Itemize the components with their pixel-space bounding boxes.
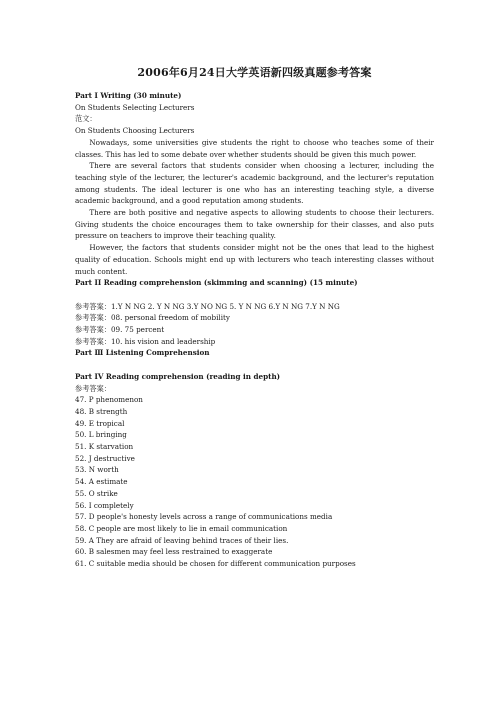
part2-answer: 参考答案：10. his vision and leadership bbox=[75, 336, 216, 346]
part2-answer: 参考答案：09. 75 percent bbox=[75, 325, 165, 335]
list-item: 59. A They are afraid of leaving behind traces of their lies. bbox=[75, 535, 289, 545]
essay-paragraph: There are both positive and negative aspects to allowing students to choose their lecturers. Giving students the choice encourages them to take ownership for their classes, and also puts pressure on teachers to improve their teaching quality. bbox=[75, 208, 434, 241]
list-item: 48. B strength bbox=[75, 406, 128, 416]
list-item: 53. N worth bbox=[75, 465, 119, 475]
essay-paragraph: Nowadays, some universities give students the right to choose who teaches some of their classes. This has led to some debate over whether students should be given this much power. bbox=[75, 137, 434, 159]
essay-paragraph: There are several factors that students consider when choosing a lecturer, including the teaching style of the lecturer, the lecturer's academic background, and the lecturer's reputation among students. The ideal lecturer is one who has an interesting teaching style, a diverse academic background, and a good reputation among students. bbox=[75, 161, 434, 206]
list-item: 51. K starvation bbox=[75, 442, 134, 452]
part2-heading: Part II Reading comprehension (skimming and scanning) (15 minute) bbox=[75, 278, 358, 288]
part4-answer-list bbox=[75, 394, 434, 570]
part3-heading: Part Ⅲ Listening Comprehension bbox=[75, 348, 210, 358]
list-item: 61. C suitable media should be chosen for different communication purposes bbox=[75, 559, 356, 569]
list-item: 50. L bringing bbox=[75, 430, 127, 440]
list-item: 56. I completely bbox=[75, 500, 134, 510]
list-item: 60. B salesmen may feel less restrained to exaggerate bbox=[75, 547, 273, 557]
section-spacer bbox=[75, 359, 434, 371]
part2-answer: 参考答案：08. personal freedom of mobility bbox=[75, 313, 230, 323]
sample-label: 范文： bbox=[75, 114, 97, 124]
list-item: 55. O strike bbox=[75, 488, 118, 498]
list-item: 52. J destructive bbox=[75, 453, 135, 463]
essay-paragraph: However, the factors that students consider might not be the ones that lead to the highest quality of education. Schools might end up with lecturers who teach interesting classes without much content. bbox=[75, 243, 434, 276]
section-spacer bbox=[75, 289, 434, 301]
list-item: 57. D people's honesty levels across a range of communications media bbox=[75, 512, 333, 522]
part2-answer: 参考答案：1.Y N NG 2. Y N NG 3.Y NO NG 5. Y N NG 6.Y N NG 7.Y N NG bbox=[75, 301, 340, 311]
document-title: 2006年6月24日大学英语新四级真题参考答案 bbox=[137, 66, 372, 79]
part1-heading: Part I Writing (30 minute) bbox=[75, 91, 182, 100]
list-item: 49. E tropical bbox=[75, 418, 125, 428]
essay-title: On Students Choosing Lecturers bbox=[75, 126, 195, 136]
part4-heading: Part IV Reading comprehension (reading in depth) bbox=[75, 371, 281, 381]
list-item: 58. C people are most likely to lie in email communication bbox=[75, 523, 288, 533]
list-item: 47. P phenomenon bbox=[75, 395, 143, 405]
part1-topic: On Students Selecting Lecturers bbox=[75, 102, 195, 112]
part4-answer-label: 参考答案： bbox=[75, 383, 111, 393]
list-item: 54. A estimate bbox=[75, 477, 128, 487]
